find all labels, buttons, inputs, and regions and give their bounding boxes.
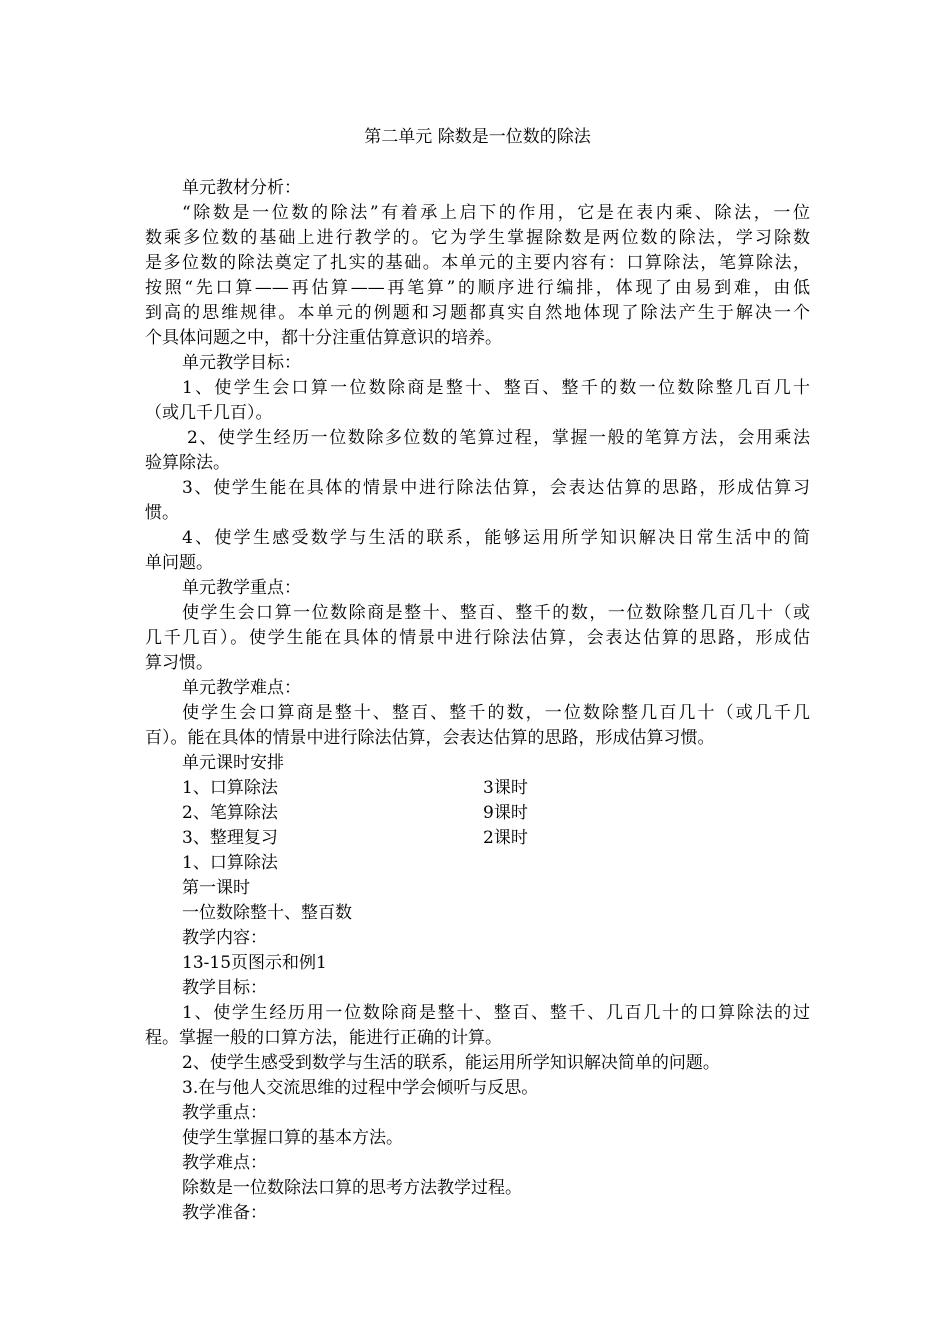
lesson-number: 第一课时 <box>182 878 250 898</box>
document-title: 第二单元 除数是一位数的除法 <box>364 127 591 147</box>
schedule-item-hours: 3课时 <box>483 778 528 798</box>
schedule-row <box>145 826 810 851</box>
key-point-line: 使学生会口算一位数除商是整十、整百、整千的数，一位数除整几百几十（或 <box>182 603 810 623</box>
goal-line: 4、使学生感受数学与生活的联系，能够运用所学知识解决日常生活中的简 <box>182 528 810 548</box>
heading-teaching-preparation: 教学准备： <box>182 1203 267 1223</box>
heading-teaching-difficulties: 教学难点： <box>182 1153 267 1173</box>
key-point-line: 算习惯。 <box>145 653 213 673</box>
key-point-line: 几千几百）。使学生能在具体的情景中进行除法估算，会表达估算的思路，形成估 <box>145 628 810 648</box>
difficulty-line: 使学生会口算商是整十、整百、整千的数，一位数除整几百几十（或几千几 <box>182 703 810 723</box>
schedule-item-name: 3、整理复习 <box>182 828 278 848</box>
heading-material-analysis: 单元教材分析： <box>182 178 301 198</box>
goal-line: 1、使学生会口算一位数除商是整十、整百、整千的数一位数除整几百几十 <box>182 378 810 398</box>
teaching-goal-line: 2、使学生感受到数学与生活的联系，能运用所学知识解决简单的问题。 <box>182 1053 720 1073</box>
heading-teaching-key-points: 教学重点： <box>182 1103 267 1123</box>
goal-line: 惯。 <box>145 503 179 523</box>
schedule-row <box>145 776 810 801</box>
heading-unit-difficulties: 单元教学难点： <box>182 678 301 698</box>
goal-line: 单问题。 <box>145 553 213 573</box>
paragraph-line: 个具体问题之中，都十分注重估算意识的培养。 <box>145 328 502 348</box>
teaching-difficulty-text: 除数是一位数除法口算的思考方法教学过程。 <box>182 1178 522 1198</box>
teaching-goal-line: 1、使学生经历用一位数除商是整十、整百、整千、几百几十的口算除法的过 <box>182 1003 810 1023</box>
goal-line: 3、使学生能在具体的情景中进行除法估算，会表达估算的思路，形成估算习 <box>182 478 810 498</box>
paragraph-line: 是多位数的除法奠定了扎实的基础。本单元的主要内容有：口算除法，笔算除法， <box>145 253 810 273</box>
paragraph-line: “除数是一位数的除法”有着承上启下的作用，它是在表内乘、除法，一位 <box>182 203 810 223</box>
heading-lesson-schedule: 单元课时安排 <box>182 753 284 773</box>
schedule-item-hours: 2课时 <box>483 828 528 848</box>
schedule-row <box>145 801 810 826</box>
schedule-item-hours: 9课时 <box>483 803 528 823</box>
goal-line: （或几千几百）。 <box>145 403 273 423</box>
paragraph-line: 到高的思维规律。本单元的例题和习题都真实自然地体现了除法产生于解决一个 <box>145 303 810 323</box>
teaching-key-point-text: 使学生掌握口算的基本方法。 <box>182 1128 403 1148</box>
paragraph-line: 数乘多位数的基础上进行教学的。它为学生掌握除数是两位数的除法，学习除数 <box>145 228 810 248</box>
teaching-goal-line: 程。掌握一般的口算方法，能进行正确的计算。 <box>145 1028 502 1048</box>
section-heading: 1、口算除法 <box>182 853 278 873</box>
schedule-item-name: 2、笔算除法 <box>182 803 278 823</box>
goal-line: 验算除法。 <box>145 453 230 473</box>
goal-line: 2、使学生经历一位数除多位数的笔算过程，掌握一般的笔算方法，会用乘法 <box>187 428 810 448</box>
paragraph-line: 按照“先口算——再估算——再笔算”的顺序进行编排，体现了由易到难，由低 <box>145 278 810 298</box>
heading-unit-key-points: 单元教学重点： <box>182 578 301 598</box>
teaching-goal-line: 3.在与他人交流思维的过程中学会倾听与反思。 <box>182 1078 539 1098</box>
heading-teaching-goals: 教学目标： <box>182 978 267 998</box>
schedule-item-name: 1、口算除法 <box>182 778 278 798</box>
document-body <box>145 176 810 1226</box>
heading-teaching-content: 教学内容： <box>182 928 267 948</box>
teaching-content-text: 13-15页图示和例1 <box>182 953 327 973</box>
heading-unit-goals: 单元教学目标： <box>182 353 301 373</box>
difficulty-line: 百）。能在具体的情景中进行除法估算，会表达估算的思路，形成估算习惯。 <box>145 728 715 748</box>
lesson-title: 一位数除整十、整百数 <box>182 903 352 923</box>
